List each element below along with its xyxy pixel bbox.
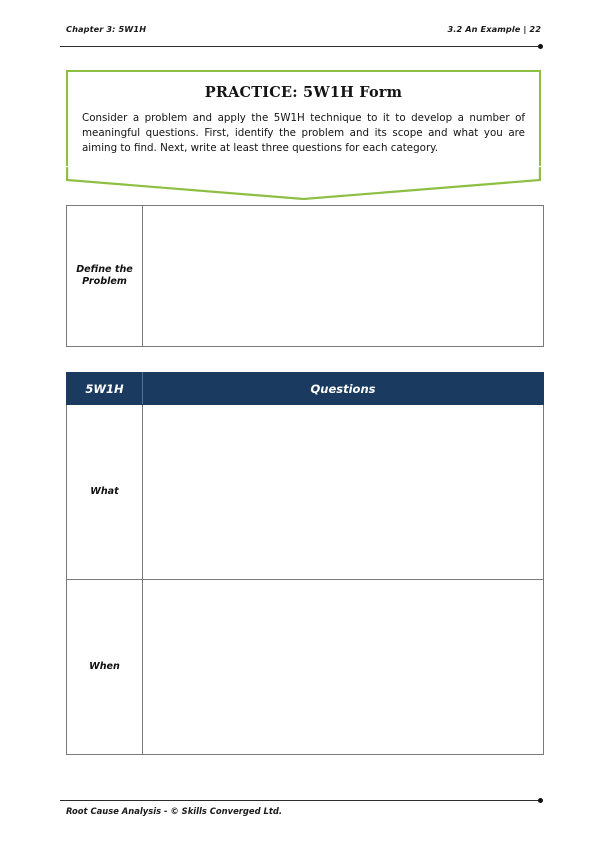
table-header-row bbox=[67, 373, 544, 405]
table-row bbox=[67, 206, 544, 347]
table-row bbox=[67, 405, 544, 580]
practice-instructions: Consider a problem and apply the 5W1H technique to it to develop a number of meaningful questions. First, identify the problem and its scope and what you are aiming to find. Next, write at least three questions for each category. bbox=[82, 112, 525, 155]
footer-copyright: Root Cause Analysis - © Skills Converged Ltd. bbox=[66, 806, 283, 816]
fivew-one-h-table bbox=[66, 372, 544, 755]
column-header-questions: Questions bbox=[143, 373, 544, 405]
define-problem-input-area[interactable] bbox=[143, 206, 544, 347]
practice-callout bbox=[66, 70, 541, 200]
column-header-5w1h: 5W1H bbox=[67, 373, 143, 405]
header-chapter-label: Chapter 3: 5W1H bbox=[66, 24, 147, 34]
define-problem-label: Define the Problem bbox=[67, 206, 143, 347]
table-row bbox=[67, 580, 544, 755]
practice-title: PRACTICE: 5W1H Form bbox=[204, 84, 403, 101]
row-label-when: When bbox=[67, 580, 143, 755]
header-section-label: 3.2 An Example | 22 bbox=[447, 24, 541, 34]
callout-ribbon-point bbox=[66, 166, 541, 200]
footer-rule bbox=[60, 798, 542, 804]
practice-callout-body bbox=[66, 70, 541, 166]
row-label-what: What bbox=[67, 405, 143, 580]
header-rule-dot bbox=[538, 44, 543, 49]
questions-input-area-what[interactable] bbox=[143, 405, 544, 580]
header-rule bbox=[60, 44, 542, 50]
questions-input-area-when[interactable] bbox=[143, 580, 544, 755]
define-problem-table bbox=[66, 205, 544, 347]
running-header bbox=[66, 24, 541, 42]
header-rule-line bbox=[60, 46, 542, 47]
footer-rule-dot bbox=[538, 798, 543, 803]
footer-rule-line bbox=[60, 800, 542, 801]
